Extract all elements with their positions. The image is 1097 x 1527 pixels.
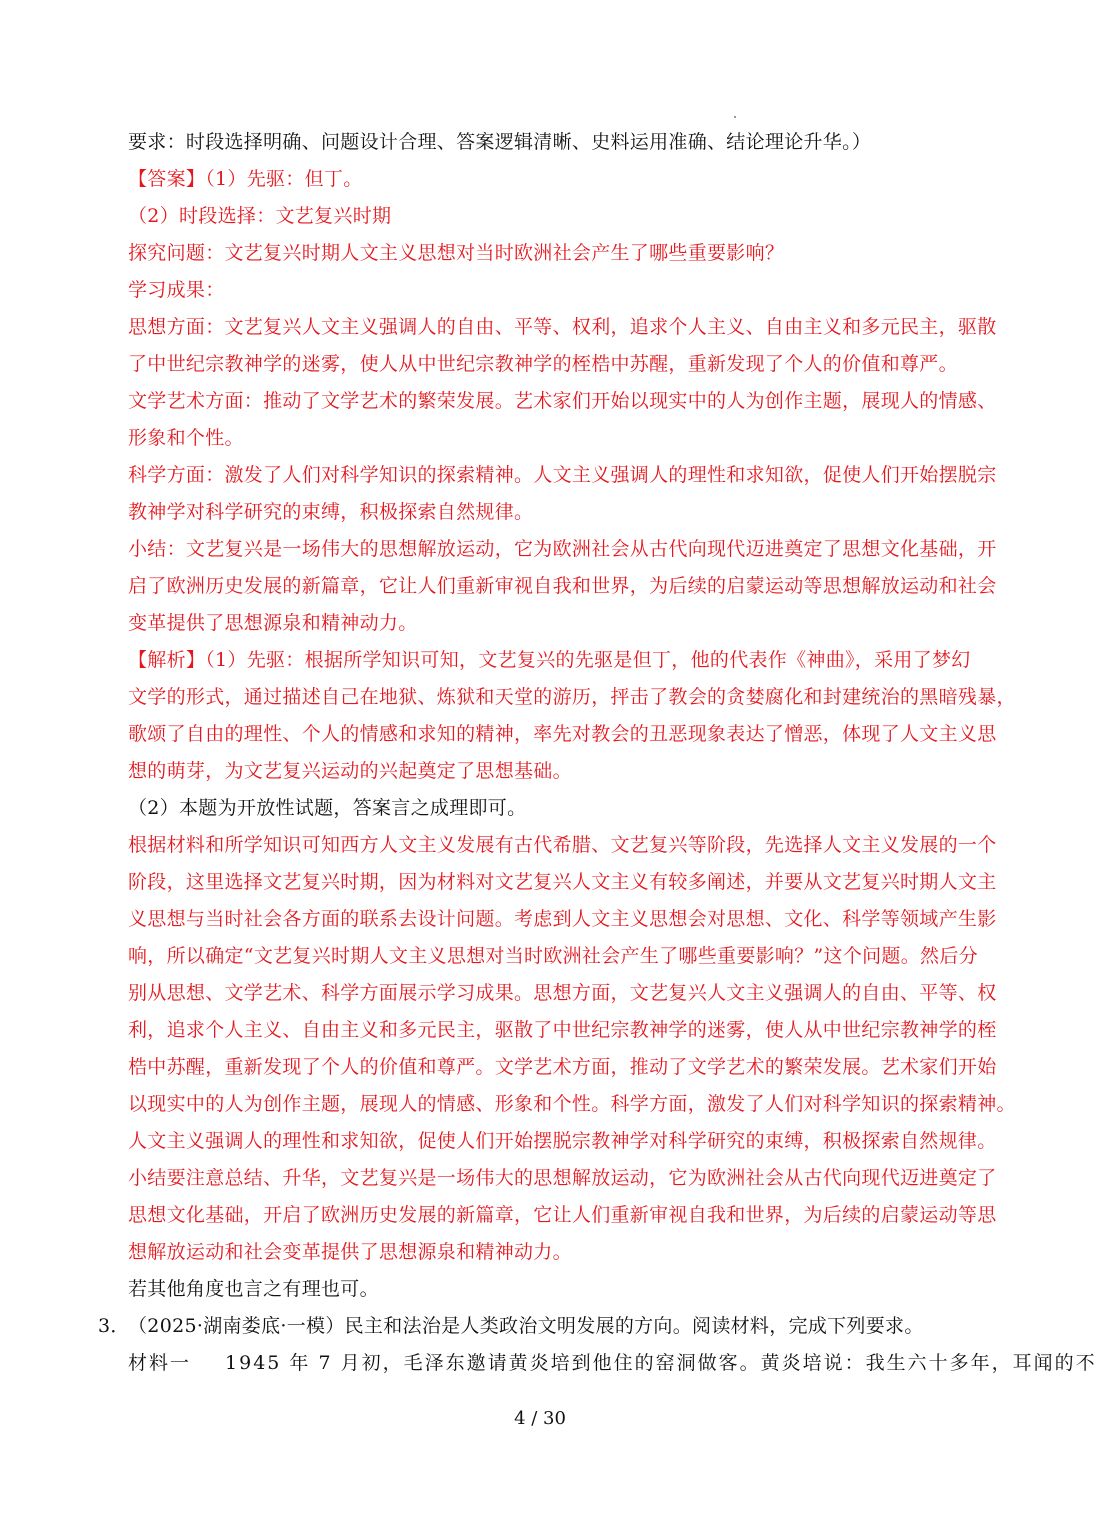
text-line: 歌颂了自由的理性、个人的情感和求知的精神，率先对教会的丑恶现象表达了憎恶，体现了人文主义思 xyxy=(128,723,997,745)
material-text: 1945 年 7 月初，毛泽东邀请黄炎培到他住的窑洞做客。黄炎培说：我生六十多年，耳闻的不 xyxy=(225,1352,1097,1374)
document-body xyxy=(98,124,1097,1382)
text-line: 文学的形式，通过描述自己在地狱、炼狱和天堂的游历，抨击了教会的贪婪腐化和封建统治的黑暗残暴， xyxy=(128,686,1016,708)
text-line: 想的萌芽，为文艺复兴运动的兴起奠定了思想基础。 xyxy=(128,760,572,782)
page-number: 4 / 30 xyxy=(514,1408,566,1429)
text-line: （2）本题为开放性试题，答案言之成理即可。 xyxy=(128,797,527,819)
material-line xyxy=(128,1345,1097,1382)
text-line: （2）时段选择：文艺复兴时期 xyxy=(128,205,392,227)
text-line: 阶段，这里选择文艺复兴时期，因为材料对文艺复兴人文主义有较多阐述，并要从文艺复兴时期人文主 xyxy=(128,871,997,893)
question-text: （2025·湖南娄底·一模）民主和法治是人类政治文明发展的方向。阅读材料，完成下列要求。 xyxy=(128,1315,924,1337)
text-line: 思想文化基础，开启了欧洲历史发展的新篇章，它让人们重新审视自我和世界，为后续的启蒙运动等思 xyxy=(128,1204,997,1226)
text-line: 形象和个性。 xyxy=(128,427,244,449)
text-line: 梏中苏醒，重新发现了个人的价值和尊严。文学艺术方面，推动了文学艺术的繁荣发展。艺术家们开始 xyxy=(128,1056,997,1078)
text-line: 探究问题：文艺复兴时期人文主义思想对当时欧洲社会产生了哪些重要影响？ xyxy=(128,242,785,264)
text-line: 想解放运动和社会变革提供了思想源泉和精神动力。 xyxy=(128,1241,572,1263)
text-line: 以现实中的人为创作主题，展现人的情感、形象和个性。科学方面，激发了人们对科学知识的探索精神。 xyxy=(128,1093,1016,1115)
text-line: 别从思想、文学艺术、科学方面展示学习成果。思想方面，文艺复兴人文主义强调人的自由、平等、权 xyxy=(128,982,997,1004)
question-number: 3． xyxy=(98,1315,130,1337)
text-line: 思想方面：文艺复兴人文主义强调人的自由、平等、权利，追求个人主义、自由主义和多元民主，驱散 xyxy=(128,316,997,338)
question-heading xyxy=(98,1308,984,1345)
scan-artifact-dot xyxy=(734,116,736,118)
text-line: 响，所以确定“文艺复兴时期人文主义思想对当时欧洲社会产生了哪些重要影响？”这个问题。然后分 xyxy=(128,945,978,967)
text-line: 变革提供了思想源泉和精神动力。 xyxy=(128,612,418,634)
text-line: 启了欧洲历史发展的新篇章，它让人们重新审视自我和世界，为后续的启蒙运动等思想解放运动和社会 xyxy=(128,575,997,597)
material-label: 材料一 xyxy=(128,1352,192,1374)
text-line: 利，追求个人主义、自由主义和多元民主，驱散了中世纪宗教神学的迷雾，使人从中世纪宗教神学的桎 xyxy=(128,1019,997,1041)
text-line: 小结要注意总结、升华，文艺复兴是一场伟大的思想解放运动，它为欧洲社会从古代向现代迈进奠定了 xyxy=(128,1167,997,1189)
answer-line: 【答案】（1）先驱：但丁。 xyxy=(128,168,363,190)
analysis-line: 【解析】（1）先驱：根据所学知识可知，文艺复兴的先驱是但丁，他的代表作《神曲》，采用了梦幻 xyxy=(128,649,971,671)
text-line: 人文主义强调人的理性和求知欲，促使人们开始摆脱宗教神学对科学研究的束缚，积极探索自然规律。 xyxy=(128,1130,997,1152)
text-line: 要求：时段选择明确、问题设计合理、答案逻辑清晰、史料运用准确、结论理论升华。） xyxy=(128,131,872,153)
text-line: 若其他角度也言之有理也可。 xyxy=(128,1278,379,1300)
text-line: 了中世纪宗教神学的迷雾，使人从中世纪宗教神学的桎梏中苏醒，重新发现了个人的价值和尊严。 xyxy=(128,353,958,375)
text-line: 学习成果： xyxy=(128,279,225,301)
text-line: 根据材料和所学知识可知西方人文主义发展有古代希腊、文艺复兴等阶段，先选择人文主义发展的一个 xyxy=(128,834,997,856)
text-line: 文学艺术方面：推动了文学艺术的繁荣发展。艺术家们开始以现实中的人为创作主题，展现人的情感、 xyxy=(128,390,997,412)
text-line: 科学方面：激发了人们对科学知识的探索精神。人文主义强调人的理性和求知欲，促使人们开始摆脱宗 xyxy=(128,464,997,486)
text-line: 义思想与当时社会各方面的联系去设计问题。考虑到人文主义思想会对思想、文化、科学等领域产生影 xyxy=(128,908,997,930)
text-line: 小结：文艺复兴是一场伟大的思想解放运动，它为欧洲社会从古代向现代迈进奠定了思想文化基础，开 xyxy=(128,538,997,560)
text-line: 教神学对科学研究的束缚，积极探索自然规律。 xyxy=(128,501,534,523)
